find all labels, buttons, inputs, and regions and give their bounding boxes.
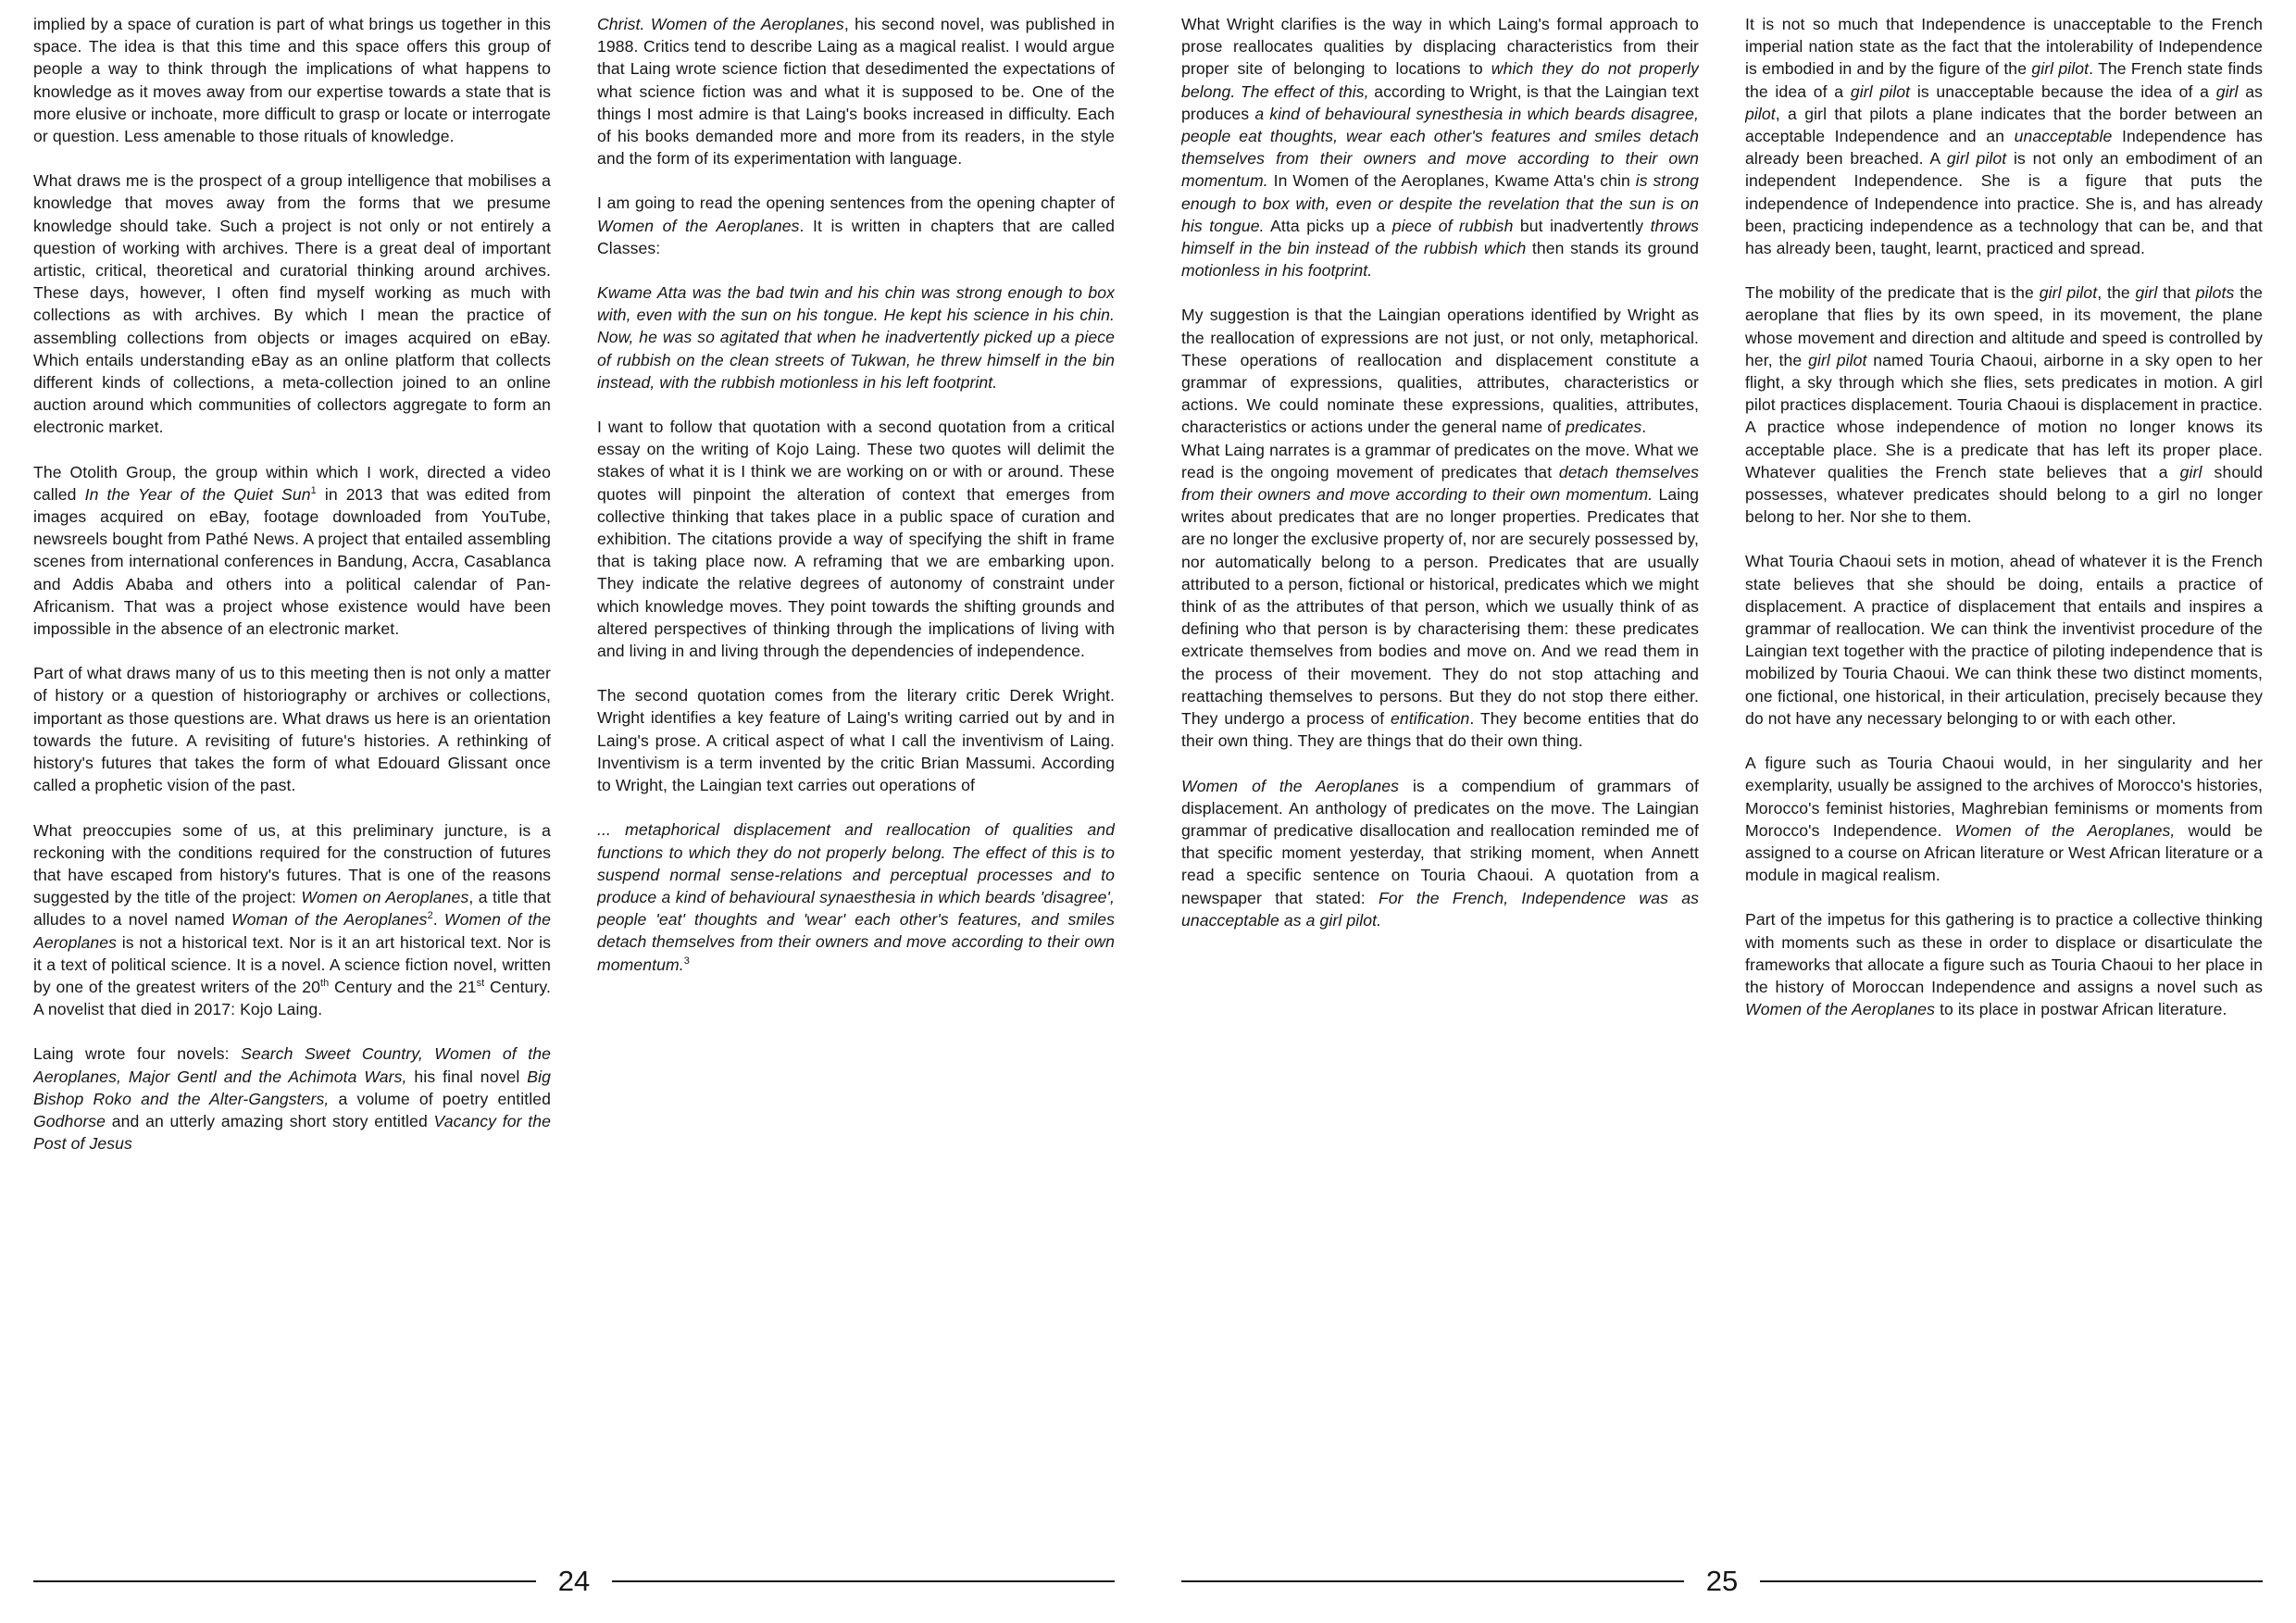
paragraph: implied by a space of curation is part of what brings us together in this space. The idea is that this time and this space offers this group of people a way to think through the implications of what happens to knowledge as it moves away from our expertise towards a state that is more elusive or inchoate, more difficult to grasp or locate or interrogate or question. Less amenable to those rituals of knowledge. <box>33 15 551 146</box>
paragraph: Christ. Women of the Aeroplanes, his second novel, was published in 1988. Critics tend to describe Laing as a magical realist. I would argue that Laing wrote science fiction that desedimented the expectations of what science fiction was and what it is supposed to be. One of the things I most admire is that Laing's books increased in difficulty. Each of his books demanded more and more from its readers, in the style and the form of its experimentation with language. <box>597 15 1115 169</box>
page-25-body <box>1148 0 2296 1567</box>
paragraph: What preoccupies some of us, at this preliminary juncture, is a reckoning with the conditions required for the construction of futures that have escaped from history's futures. That is one of the reasons suggested by the title of the project: Women on Aeroplanes, a title that alludes to a novel named Woman of the Aeroplanes$^2$. Women of the Aeroplanes is not a historical text. Nor is it an art historical text. Nor is it a text of political science. It is a novel. A science fiction novel, written by one of the greatest writers of the 20th Century and the 21st Century. A novelist that died in 2017: Kojo Laing. <box>33 820 551 1019</box>
text-column-3 <box>1181 13 1699 1567</box>
paragraph: The Otolith Group, the group within which I work, directed a video called In the Year of the Quiet Sun$^1$ in 2013 that was edited from images acquired on eBay, footage downloaded from YouTube, newsreels bought from Pathé News. A project that entailed assembling scenes from international conferences in Bandung, Accra, Casablanca and Addis Ababa and others into a political calendar of Pan-Africanism. That was a project whose existence would have been impossible in the absence of an electronic market. <box>33 462 551 639</box>
paragraph: My suggestion is that the Laingian operations identified by Wright as the reallocation of expressions are not just, or not only, metaphorical. These operations of reallocation and displacement constitute a grammar of expressions, qualities, attributes, characteristics or actions. We could nominate these expressions, qualities, attributes, characteristics or actions under the general name of predicates. What Laing narrates is a grammar of predicates on the move. What we read is the ongoing movement of predicates that detach themselves from their owners and move according to their own momentum. Laing writes about predicates that are no longer properties. Predicates that are no longer the exclusive property of, nor are securely possessed by, nor automatically belong to a person. Predicates that are usually attributed to a person, fictional or historical, predicates which we might think of as the attributes of that person, which we usually think of as defining who that person is by characterising them: these predicates extricate themselves from bodies and move on. And we read them in the process of their movement. They do not stop attaching and reattaching themselves to persons. But they do not stop there either. They undergo a process of entification. They become entities that do their own thing. They are things that do their own thing. <box>1181 306 1699 751</box>
paragraph: It is not so much that Independence is unacceptable to the French imperial nation state as the fact that the intolerability of Independence is embodied in and by the figure of the girl pilot. The French state finds the idea of a girl pilot is unacceptable because the idea of a girl as pilot, a girl that pilots a plane indicates that the border between an acceptable Independence and an unacceptable Independence has already been breached. A girl pilot is not only an embodiment of an independent Independence. She is a figure that puts the independence of Independence into practice. She is, and has already been, practicing independence as a technology that can be, and that has already been, taught, learnt, practiced and spread. <box>1745 15 2263 258</box>
footer-rule-right <box>612 1580 1115 1582</box>
footer-rule-right <box>1760 1580 2263 1582</box>
page-number: 24 <box>557 1565 591 1597</box>
paragraph: Part of what draws many of us to this meeting then is not only a matter of history or a question of historiography or archives or collections, important as those questions are. What draws us here is an orientation towards the future. A revisiting of future's histories. A rethinking of history's futures that takes the form of what Edouard Glissant once called a prophetic vision of the past. <box>33 664 551 795</box>
text-column-4 <box>1745 13 2263 1567</box>
paragraph: What Wright clarifies is the way in which Laing's formal approach to prose reallocates qualities by displacing characteristics from their proper site of belonging to locations to which they do not properly belong. The effect of this, according to Wright, is that the Laingian text produces a kind of behavioural synesthesia in which beards disagree, people eat thoughts, wear each other's features and smiles detach themselves from their owners and move according to their own momentum. In Women of the Aeroplanes, Kwame Atta's chin is strong enough to box with, even or despite the revelation that the sun is on his tongue. Atta picks up a piece of rubbish but inadvertently throws himself in the bin instead of the rubbish which then stands its ground motionless in his footprint. <box>1181 15 1699 281</box>
paragraph: Part of the impetus for this gathering is to practice a collective thinking with moments such as these in order to displace or disarticulate the frameworks that allocate a figure such as Touria Chaoui to her place in the history of Moroccan Independence and assigns a novel such as Women of the Aeroplanes to its place in postwar African literature. <box>1745 910 2263 1019</box>
paragraph: Women of the Aeroplanes is a compendium of grammars of displacement. An anthology of predicates on the move. The Laingian grammar of predicative disallocation and reallocation reminded me of that specific moment yesterday, that striking moment, when Annett read a specific sentence on Touria Chaoui. A quotation from a newspaper that stated: For the French, Independence was as unacceptable as a girl pilot. <box>1181 776 1699 930</box>
page-24-body <box>0 0 1148 1567</box>
paragraph: ... metaphorical displacement and reallocation of qualities and functions to which they do not properly belong. The effect of this is to suspend normal sense-relations and perceptual processes and to produce a kind of behavioural synaesthesia in which beards 'disagree', people 'eat' thoughts and 'wear' each other's features, and smiles detach themselves from their owners and move according to their own momentum.$^3$ <box>597 820 1115 974</box>
text-column-2 <box>597 13 1115 1567</box>
paragraph: What Touria Chaoui sets in motion, ahead of whatever it is the French state believes that she should be doing, entails a practice of displacement. A practice of displacement that entails and inspires a grammar of reallocation. We can think the inventivist procedure of the Laingian text together with the practice of piloting independence that is mobilized by Touria Chaoui. We can think these two distinct moments, one fictional, one historical, in their articulation, precisely because they do not have any necessary belonging to or with each other. <box>1745 552 2263 728</box>
paragraph: The mobility of the predicate that is the girl pilot, the girl that pilots the aeroplane that flies by its own speed, in its movement, the plane whose movement and direction and altitude and speed is controlled by her, the girl pilot named Touria Chaoui, airborne in a sky open to her flight, a sky through which she flies, sets predicates in motion. A girl pilot practices displacement. Touria Chaoui is displacement in practice. A practice whose independence of motion no longer knows its acceptable place. She is a predicate that has left its proper place. Whatever qualities the French state believes that a girl should possesses, whatever predicates should belong to a girl no longer belong to her. Nor she to them. <box>1745 283 2263 527</box>
paragraph: Kwame Atta was the bad twin and his chin was strong enough to box with, even with the sun on his tongue. He kept his science in his chin. Now, he was so agitated that when he inadvertently picked up a piece of rubbish on the clean streets of Tukwan, he threw himself in the bin instead, with the rubbish motionless in his left footprint. <box>597 283 1115 392</box>
paragraph: I want to follow that quotation with a second quotation from a critical essay on the writing of Kojo Laing. These two quotes will delimit the stakes of what it is I think we are working on or with or around. These quotes will pinpoint the alteration of context that emerges from collective thinking that takes place in a public space of curation and exhibition. The citations provide a way of specifying the shift in frame that is taking place now. A reframing that we are embarking upon. They indicate the relative degrees of autonomy of constraint under which knowledge moves. They point towards the shifting grounds and altered perspectives of thinking through the implications of living with and living in and living through the dependencies of independence. <box>597 418 1115 661</box>
paragraph: A figure such as Touria Chaoui would, in her singularity and her exemplarity, usually be assigned to the archives of Morocco's histories, Morocco's feminist histories, Maghrebian feminisms or moments from Morocco's Independence. Women of the Aeroplanes, would be assigned to a course on African literature or West African literature or a module in magical realism. <box>1745 754 2263 885</box>
page-number: 25 <box>1705 1565 1739 1597</box>
footer-rule-left <box>33 1580 536 1582</box>
page-24-footer <box>0 1567 1148 1623</box>
paragraph: Laing wrote four novels: Search Sweet Country, Women of the Aeroplanes, Major Gentl and the Achimota Wars, his final novel Big Bishop Roko and the Alter-Gangsters, a volume of poetry entitled Godhorse and an utterly amazing short story entitled Vacancy for the Post of Jesus <box>33 1044 551 1154</box>
paragraph: The second quotation comes from the literary critic Derek Wright. Wright identifies a key feature of Laing's writing carried out by and in Laing's prose. A critical aspect of what I call the inventivism of Laing. Inventivism is a term invented by the critic Brian Massumi. According to Wright, the Laingian text carries out operations of <box>597 686 1115 795</box>
footer-rule-left <box>1181 1580 1684 1582</box>
page-25 <box>1148 0 2296 1623</box>
paragraph: What draws me is the prospect of a group intelligence that mobilises a knowledge that moves away from the forms that we presume knowledge should take. Such a project is not only or not entirely a question of working with archives. There is a great deal of important artistic, critical, theoretical and curatorial thinking around archives. These days, however, I often find myself working as much with collections as with archives. By which I mean the practice of assembling collections from objects or images acquired on eBay. Which entails understanding eBay as an online platform that collects different kinds of collections, a meta-collection joined to an online auction around which communities of collectors aggregate to form an electronic market. <box>33 171 551 437</box>
page-25-footer <box>1148 1567 2296 1623</box>
text-column-1 <box>33 13 551 1567</box>
paragraph: I am going to read the opening sentences from the opening chapter of Women of the Aeroplanes. It is written in chapters that are called Classes: <box>597 194 1115 257</box>
